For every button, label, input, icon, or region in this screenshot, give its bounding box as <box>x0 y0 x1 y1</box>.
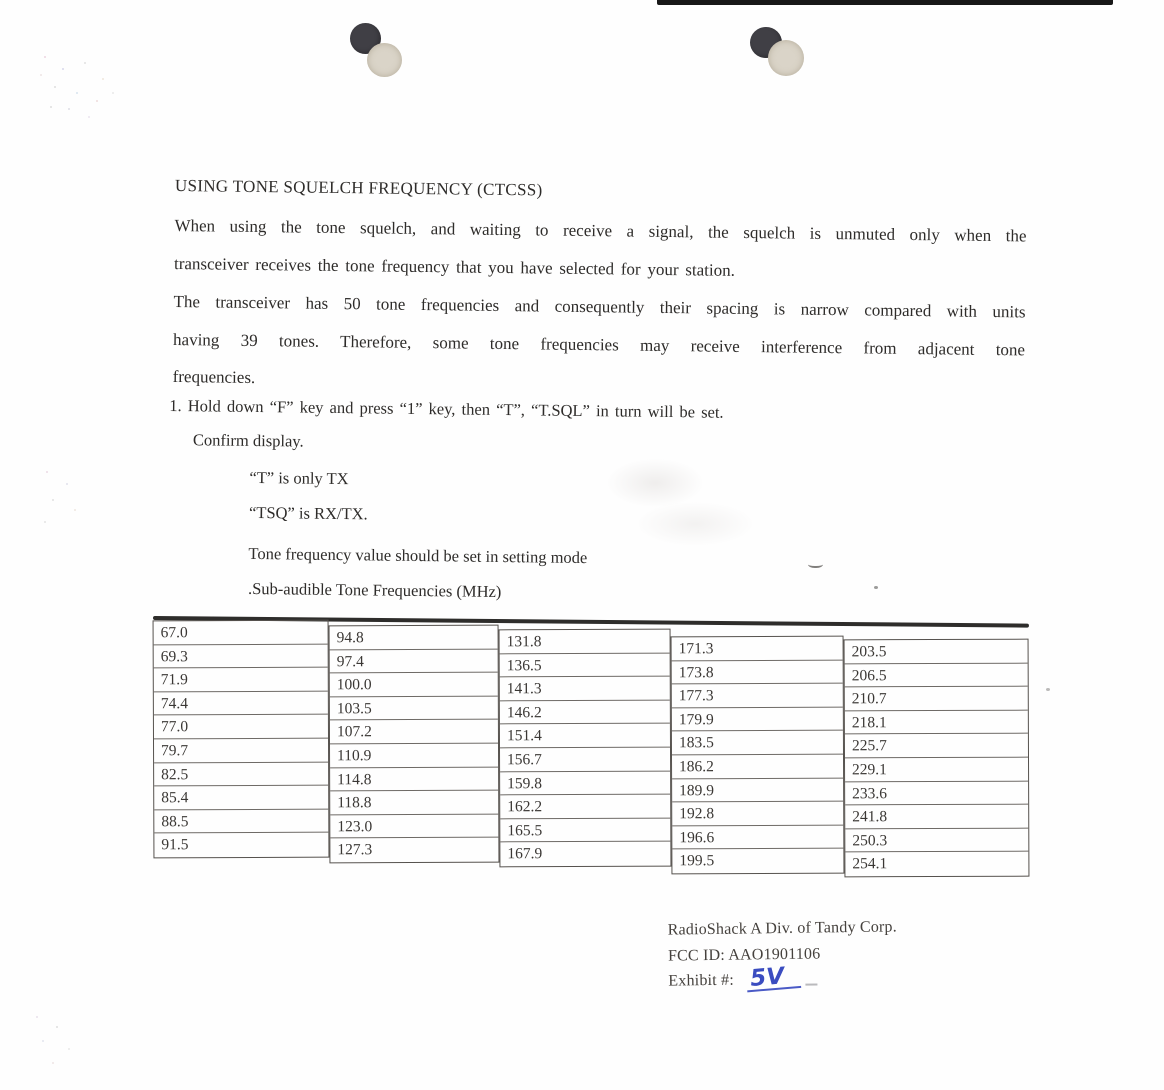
tone-frequency-cell: 199.5 <box>679 852 715 870</box>
tone-frequency-cell: 218.1 <box>845 710 1028 734</box>
tone-frequency-cell: 229.1 <box>845 758 1028 782</box>
table-caption: .Sub-audible Tone Frequencies (MHz) <box>247 578 502 602</box>
tone-frequency-cell: 103.5 <box>330 696 498 720</box>
display-note: “TSQ” is RX/TX. <box>248 502 368 524</box>
tone-frequency-cell: 136.5 <box>500 653 670 677</box>
tone-column <box>329 625 500 864</box>
paragraph-line: frequencies. <box>172 366 256 387</box>
tone-frequency-cell: 77.0 <box>154 715 328 739</box>
tone-frequency-cell: 94.8 <box>330 626 498 650</box>
tone-frequency-cell: 71.9 <box>154 668 328 692</box>
exhibit-line <box>668 965 898 994</box>
step-1-confirm: Confirm display. <box>192 430 304 451</box>
tone-frequency-cell: 91.5 <box>161 836 189 854</box>
paragraph-2 <box>172 283 1025 406</box>
tone-frequency-cell: 254.1 <box>852 855 888 873</box>
tone-frequency-cell: 118.8 <box>330 791 498 815</box>
paragraph-line: When using the tone squelch, and waiting to receive a signal, the squelch is unmuted only when the <box>174 215 1027 246</box>
tone-frequency-cell: 85.4 <box>154 786 328 810</box>
tone-frequency-cell: 69.3 <box>154 644 328 668</box>
tone-frequency-cell: 141.3 <box>500 677 670 701</box>
tone-frequency-cell: 183.5 <box>672 731 843 755</box>
tone-column <box>499 629 672 868</box>
tone-frequency-cell: 79.7 <box>154 739 328 763</box>
tone-frequency-cell: 110.9 <box>330 744 498 768</box>
tone-frequency-cell: 186.2 <box>672 755 843 779</box>
tone-frequency-cell: 131.8 <box>500 630 670 654</box>
tone-frequency-cell: 159.8 <box>500 771 670 795</box>
tone-frequency-cell: 123.0 <box>330 814 498 838</box>
exhibit-value-handwritten: 5V <box>745 965 801 992</box>
tone-column <box>153 620 330 859</box>
fcc-exhibit-block <box>667 914 897 994</box>
tone-frequency-cell: 171.3 <box>672 637 843 661</box>
tone-frequency-cell: 196.6 <box>672 825 843 849</box>
section-title: USING TONE SQUELCH FREQUENCY (CTCSS) <box>174 176 543 200</box>
tone-frequency-cell: 189.9 <box>672 778 843 802</box>
scan-mark <box>805 984 817 986</box>
tone-frequency-cell: 114.8 <box>330 767 498 791</box>
tone-frequency-cell: 233.6 <box>845 781 1028 805</box>
tone-frequency-cell: 156.7 <box>500 748 670 772</box>
company-line: RadioShack A Div. of Tandy Corp. <box>667 918 898 939</box>
tone-frequency-cell: 192.8 <box>672 802 843 826</box>
tone-frequency-cell: 225.7 <box>845 734 1028 758</box>
paragraph-1 <box>174 207 1027 292</box>
tone-frequency-cell: 241.8 <box>845 805 1028 829</box>
tone-frequency-cell: 127.3 <box>337 841 373 859</box>
paragraph-line: transceiver receives the tone frequency that you have selected for your station. <box>173 253 736 280</box>
tone-frequency-cell: 173.8 <box>672 660 843 684</box>
tone-frequency-cell: 250.3 <box>845 828 1028 852</box>
tone-frequency-cell: 146.2 <box>500 700 670 724</box>
tone-frequency-cell: 179.9 <box>672 707 843 731</box>
tone-frequency-cell: 151.4 <box>500 724 670 748</box>
tone-frequency-cell: 210.7 <box>845 687 1028 711</box>
fcc-id-line: FCC ID: AAO1901106 <box>667 944 821 965</box>
tone-frequency-cell: 97.4 <box>330 649 498 673</box>
tone-column <box>671 636 845 875</box>
paragraph-line: having 39 tones. Therefore, some tone frequencies may receive interference from adjacent tone <box>173 329 1026 359</box>
step-1-instruction: 1. Hold down “F” key and press “1” key, then “T”, “T.SQL” in turn will be set. <box>169 395 724 422</box>
scan-edge-bar <box>657 0 1113 5</box>
tone-frequency-cell: 203.5 <box>845 640 1028 664</box>
tone-frequency-cell: 100.0 <box>330 673 498 697</box>
tone-frequency-cell: 107.2 <box>330 720 498 744</box>
paragraph-line: The transceiver has 50 tone frequencies and consequently their spacing is narrow compared with units <box>173 291 1026 322</box>
tone-frequency-cell: 88.5 <box>154 809 328 833</box>
tone-frequency-cell: 167.9 <box>507 845 543 863</box>
tone-column <box>844 639 1030 878</box>
tone-frequency-cell: 177.3 <box>672 684 843 708</box>
display-note: “T” is only TX <box>249 467 349 489</box>
display-note: Tone frequency value should be set in setting mode <box>248 543 588 568</box>
tone-frequency-cell: 74.4 <box>154 691 328 715</box>
tone-frequency-cell: 67.0 <box>154 621 328 645</box>
tone-frequency-cell: 82.5 <box>154 762 328 786</box>
tone-frequency-table <box>153 616 1031 877</box>
tone-frequency-cell: 162.2 <box>500 795 670 819</box>
tone-frequency-cell: 206.5 <box>845 663 1028 687</box>
exhibit-label: Exhibit #: <box>668 971 735 990</box>
tone-frequency-cell: 165.5 <box>500 818 670 842</box>
